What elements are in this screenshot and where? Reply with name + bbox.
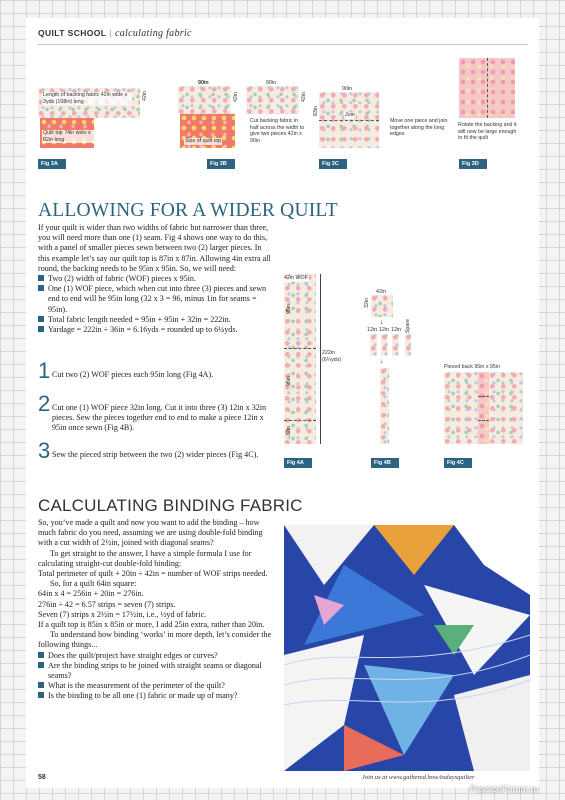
bullet-square-icon (38, 682, 44, 688)
section1-bullet: Two (2) width of fabric (WOF) pieces x 95in. (38, 274, 274, 284)
section2-para: 276in ÷ 42 = 6.57 strips = seven (7) strips. (38, 599, 176, 609)
fig-3c-top: 90in (342, 86, 353, 92)
step-number: 2 (38, 391, 51, 416)
wide-piece-right (489, 372, 523, 444)
wide-piece-left (444, 372, 478, 444)
fig-3d-tag: Fig 3D (459, 159, 487, 169)
bullet-square-icon (38, 285, 44, 291)
section2-para: 64in x 4 = 256in + 20in = 276in. (38, 589, 144, 599)
running-header (38, 28, 192, 39)
strip-3 (392, 334, 399, 356)
section2-bullet: Is the binding to be all one (1) fabric or made up of many? (38, 691, 278, 701)
total-length-line (320, 274, 321, 444)
bullet-square-icon (38, 316, 44, 322)
fig-4b-top: 42in (376, 289, 387, 295)
fig-3a-tag: Fig 3A (38, 159, 66, 169)
fig-3c-side: 83in (313, 106, 319, 117)
fig-3b-tag: Fig 3B (207, 159, 235, 169)
backing-label: Length of backing fabric 42in wide x 3yds (108in) long (42, 92, 132, 105)
section2-para: So, for a quilt 64in square: (50, 579, 137, 589)
step-1 (38, 358, 274, 383)
step-3 (38, 438, 274, 463)
join-seam (319, 120, 379, 121)
step-text: Cut one (1) WOF piece 32in long. Cut it into three (3) 12in x 32in pieces. Sew the pieces together end to end to make a piece 12in x 95in once sewn (Fig 4B). (52, 403, 267, 433)
section2-bullet: What is the measurement of the perimeter of the quilt? (38, 681, 278, 691)
quilt-photo (284, 525, 530, 771)
cut-line (284, 420, 316, 421)
section2-para: Total perimeter of quilt + 20in ÷ 42in = number of WOF strips needed. (38, 569, 268, 579)
fig-3c-tag: Fig 3C (319, 159, 347, 169)
strip-1 (370, 334, 377, 356)
fig-4b-w1: 12in (367, 327, 378, 333)
bullet-square-icon (38, 662, 44, 668)
size-label: Size of quilt top (185, 138, 222, 144)
section2-body (38, 518, 278, 702)
quilt-top-label: Quilt top 74in wide x 82in long (42, 130, 94, 143)
fig-3c-join: Join (345, 112, 355, 118)
magazine-page (26, 18, 539, 788)
strip-seam (478, 396, 489, 397)
bullet-square-icon (38, 692, 44, 698)
section1-bullet: Yardage = 222in ÷ 36in = 6.16yds = rounded up to 6¼yds. (38, 325, 274, 335)
fig-3b-side2: 42in (301, 92, 307, 103)
step-text: Sew the pieced strip between the two (2) wider pieces (Fig 4C). (52, 450, 259, 459)
fig-4c-label: Pieced back 95in x 95in (444, 364, 500, 370)
rotated-seam (487, 58, 488, 118)
half-piece-2 (246, 86, 299, 114)
wof-strip (284, 274, 316, 444)
fig-4b-side: 32in (364, 298, 370, 309)
header-topic: calculating fabric (115, 28, 192, 39)
strip-seam (478, 420, 489, 421)
header-rule (38, 44, 528, 45)
fig-3b-top2: 90in (266, 80, 277, 86)
bullet-square-icon (38, 326, 44, 332)
arrow-down-icon: ↓ (380, 319, 384, 326)
fig-3b-top1: 90in (198, 80, 209, 86)
section2-para: So, you’ve made a quilt and now you want to add the binding – how much fabric do you need, assuming we are using double-fold binding with a cut width of 2½in, joined with diagonal seams? (38, 518, 263, 548)
backing-side-label: 42in (142, 91, 148, 102)
fig-4c-tag: Fig 4C (444, 458, 472, 468)
half-piece-1 (178, 86, 231, 114)
section2-bullet: Are the binding strips to be joined with straight seams or diagonal seams? (38, 661, 278, 681)
fig-4b-tag: Fig 4B (371, 458, 399, 468)
fig-3b-note: Cut backing fabric in half across the width to give two pieces 42in x 90in (250, 118, 305, 144)
fig-4b-w2: 12in (379, 327, 390, 333)
section1-bullet: Total fabric length needed = 95in + 95in + 32in = 222in. (38, 315, 274, 325)
spare-strip (405, 334, 411, 356)
pieced-centre-strip (478, 372, 489, 444)
fig-4b-w3: 12in (391, 327, 402, 333)
section2-bullet: Does the quilt/project have straight edges or curves? (38, 651, 278, 661)
step-number: 1 (38, 358, 51, 383)
fig-3c-note: Move one piece and join together along the long edges (390, 118, 448, 138)
step-2 (38, 391, 274, 434)
fig-4a-top: 42in WOF (284, 275, 308, 281)
bullet-square-icon (38, 652, 44, 658)
pieced-strip (380, 368, 389, 444)
fig-4a-total2: (6¼yds) (322, 357, 342, 363)
32in-piece (371, 295, 393, 317)
step-number: 3 (38, 438, 51, 463)
fig-4a-tag: Fig 4A (284, 458, 312, 468)
header-separator: | (109, 28, 112, 38)
strip-2 (381, 334, 388, 356)
fig-3d-note: Rotate the backing and it will now be large enough to fit the quilt (458, 122, 517, 142)
fig-4a-s2: 95in (286, 376, 292, 387)
section1-body (38, 223, 274, 335)
quilt-photo-art (284, 525, 530, 771)
section1-intro: If your quilt is wider than two widths of fabric but narrower than three, you will need more than one (1) seam. Fig 4 shows one way to do this, with a panel of smaller pieces sewn between two (2) larger pieces. In this example let’s say our quilt top is 87in x 87in. Allowing 4in extra all round, the backing needs to be 95in x 95in. So, we will need: (38, 223, 271, 273)
step-text: Cut two (2) WOF pieces each 95in long (Fig 4A). (52, 370, 214, 379)
bullet-square-icon (38, 275, 44, 281)
fig-3b-side1: 42in (233, 92, 239, 103)
section2-para: To understand how binding ‘works’ in more depth, let’s consider the following things... (38, 630, 272, 650)
section-name: QUILT SCHOOL (38, 28, 107, 38)
cut-line (284, 348, 316, 349)
fig-4a-s3: 32in (286, 426, 292, 437)
arrow-down-icon: ↓ (380, 358, 384, 365)
section2-para: If a quilt top is 85in x 85in or more, I add 25in extra, rather than 20in. (38, 620, 265, 630)
section1-title: ALLOWING FOR A WIDER QUILT (38, 200, 338, 221)
page-number: 58 (38, 774, 46, 781)
fig-4b-spare: Spare (405, 319, 411, 334)
section2-para: To get straight to the answer, I have a simple formula I use for calculating straight-cut double-fold binding: (38, 548, 252, 568)
footer-join: Join us at www.gathered.how/todaysquilter (362, 774, 475, 781)
section1-bullet: One (1) WOF piece, which when cut into three (3) pieces and sewn end to end will be 95in long (32 x 3 = 96, minus 1in for seams = 95in). (38, 284, 274, 315)
watermark: PassionForum.ru (470, 784, 539, 794)
section2-title: CALCULATING BINDING FABRIC (38, 496, 303, 515)
fig-4a-total: 222in (322, 350, 335, 356)
fig-4a-s1: 95in (286, 304, 292, 315)
section2-para: Seven (7) strips x 2½in = 17½in, i.e., ½yd of fabric. (38, 609, 207, 619)
